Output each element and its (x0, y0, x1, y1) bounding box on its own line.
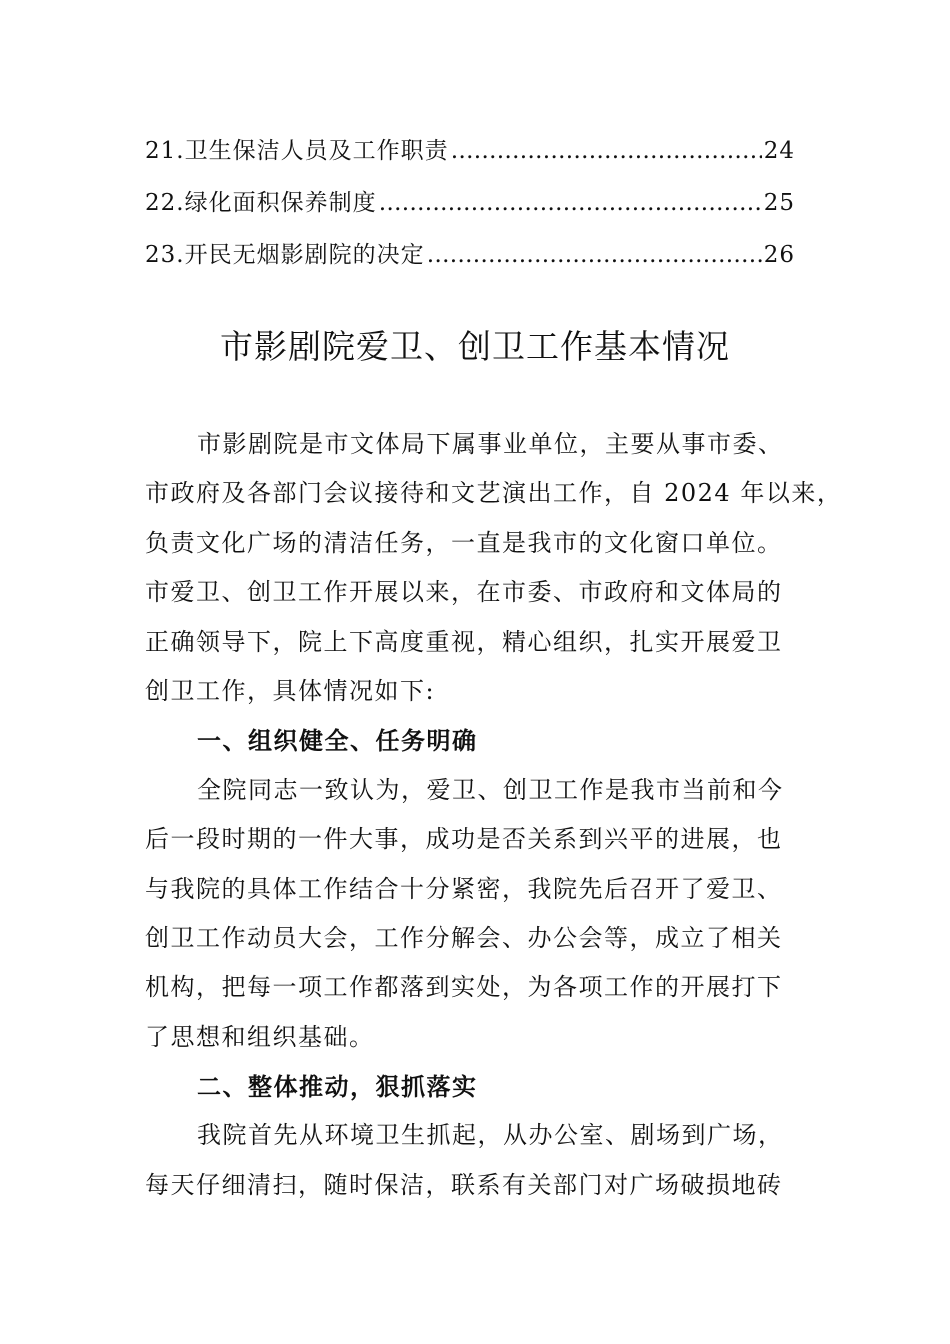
toc-entry (145, 133, 795, 185)
section-heading: 二、整体推动，狠抓落实 (197, 1072, 478, 1102)
toc-entry-title: 绿化面积保养制度 (184, 190, 377, 216)
document-title: 市影剧院爱卫、创卫工作基本情况 (220, 327, 730, 366)
toc-entry-title: 开民无烟影剧院的决定 (184, 242, 425, 268)
toc-dot-leader (427, 237, 762, 273)
paragraph-line: 与我院的具体工作结合十分紧密，我院先后召开了爱卫、 (145, 874, 783, 903)
toc-entry (145, 185, 795, 237)
paragraph-line: 创卫工作动员大会，工作分解会、办公会等，成立了相关 (145, 923, 783, 952)
toc-entry-number: 22. (145, 190, 185, 216)
toc-entry-page: 24 (763, 138, 795, 164)
paragraph-line: 了思想和组织基础。 (145, 1022, 375, 1051)
paragraph-line: 全院同志一致认为，爱卫、创卫工作是我市当前和今 (197, 775, 784, 804)
section-heading: 一、组织健全、任务明确 (197, 726, 478, 756)
toc-entry-page: 26 (763, 242, 795, 268)
paragraph-line: 正确领导下，院上下高度重视，精心组织，扎实开展爱卫 (145, 627, 783, 656)
paragraph-line: 市爱卫、创卫工作开展以来，在市委、市政府和文体局的 (145, 578, 783, 607)
paragraph-line: 后一段时期的一件大事，成功是否关系到兴平的进展，也 (145, 825, 783, 854)
paragraph-line: 我院首先从环境卫生抓起，从办公室、剧场到广场， (197, 1121, 784, 1150)
toc-dot-leader (451, 133, 762, 169)
paragraph-line: 每天仔细清扫，随时保洁，联系有关部门对广场破损地砖 (145, 1170, 783, 1199)
paragraph-line: 机构，把每一项工作都落到实处，为各项工作的开展打下 (145, 973, 783, 1002)
table-of-contents (145, 133, 795, 289)
document-body (145, 420, 843, 1210)
toc-dot-leader (379, 185, 762, 221)
paragraph-line: 创卫工作，具体情况如下: (145, 676, 436, 705)
paragraph-line: 市影剧院是市文体局下属事业单位，主要从事市委、 (197, 430, 784, 458)
toc-entry-number: 23. (145, 242, 185, 268)
toc-entry-title: 卫生保洁人员及工作职责 (184, 138, 449, 164)
toc-entry-page: 25 (763, 190, 795, 216)
paragraph-line: 市政府及各部门会议接待和文艺演出工作，自 2024 年以来， (145, 479, 843, 508)
paragraph-line: 负责文化广场的清洁任务，一直是我市的文化窗口单位。 (145, 528, 783, 557)
toc-entry-number: 21. (145, 138, 185, 164)
toc-entry (145, 237, 795, 289)
